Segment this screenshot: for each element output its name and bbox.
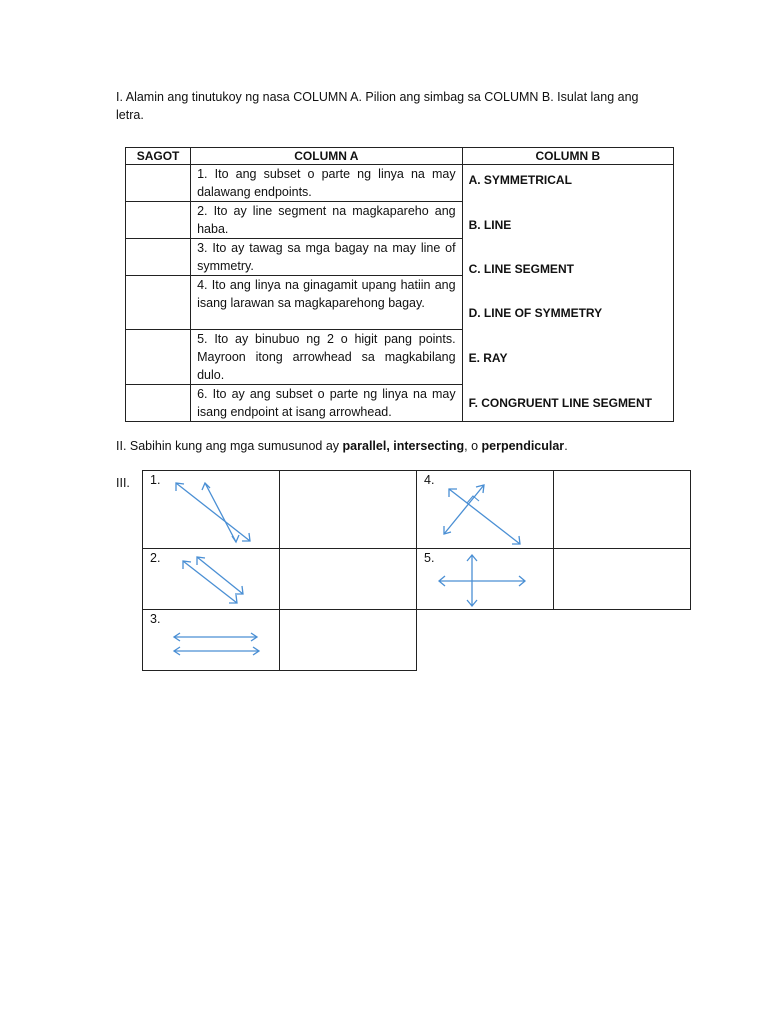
perpendicular-cross-figure: [417, 549, 555, 611]
column-a-item-5: 5. Ito ay binubuo ng 2 o higit pang points. Mayroon itong arrowhead sa magkabilang dulo.: [191, 330, 462, 385]
column-b-item-f: F. CONGRUENT LINE SEGMENT: [468, 396, 652, 410]
answer-cell-5[interactable]: [126, 330, 191, 385]
figure-number-3: 3.: [150, 612, 161, 626]
figure-cell-2: [142, 548, 280, 610]
column-a-item-4: 4. Ito ang linya na ginagamit upang hatiin ang isang larawan sa magkaparehong bagay.: [191, 276, 462, 330]
column-b-list: [462, 165, 673, 422]
answer-box-2[interactable]: [279, 548, 417, 610]
figure-cell-3: [142, 609, 280, 671]
column-a-item-6: 6. Ito ay ang subset o parte ng linya na may isang endpoint at isang arrowhead.: [191, 385, 462, 422]
figure-number-2: 2.: [150, 551, 161, 565]
figure-cell-4: [416, 470, 554, 549]
part1-instructions: I. Alamin ang tinutukoy ng nasa COLUMN A. Pilion ang simbag sa COLUMN B. Isulat lang ang letra.: [116, 90, 639, 122]
answer-cell-4[interactable]: [126, 276, 191, 330]
part2-sep: , o: [464, 439, 482, 453]
part3-label: III.: [116, 476, 130, 490]
part2-prefix: II. Sabihin kung ang mga sumusunod ay: [116, 439, 343, 453]
column-b-item-a: A. SYMMETRICAL: [468, 173, 572, 187]
parallel-horizontal-lines-figure: [143, 610, 281, 672]
header-column-a: COLUMN A: [191, 148, 462, 165]
answer-cell-3[interactable]: [126, 239, 191, 276]
answer-cell-2[interactable]: [126, 202, 191, 239]
figure-cell-5: [416, 548, 554, 610]
intersecting-lines-figure: [143, 471, 281, 550]
answer-cell-1[interactable]: [126, 165, 191, 202]
figure-number-1: 1.: [150, 473, 161, 487]
part2-suffix: .: [564, 439, 568, 453]
column-a-item-1: 1. Ito ang subset o parte ng linya na may dalawang endpoints.: [191, 165, 462, 202]
column-b-item-d: D. LINE OF SYMMETRY: [468, 306, 603, 320]
answer-cell-6[interactable]: [126, 385, 191, 422]
part2-instructions: [116, 437, 568, 455]
header-column-b: COLUMN B: [462, 148, 673, 165]
column-b-item-b: B. LINE: [468, 218, 512, 232]
answer-box-1[interactable]: [279, 470, 417, 549]
figure-number-4: 4.: [424, 473, 435, 487]
column-a-item-2: 2. Ito ay line segment na magkapareho ang haba.: [191, 202, 462, 239]
column-b-item-e: E. RAY: [468, 351, 508, 365]
matching-table: [125, 147, 674, 422]
perpendicular-lines-figure: [417, 471, 555, 550]
term-parallel: parallel,: [342, 439, 390, 453]
term-perpendicular: perpendicular: [481, 439, 565, 453]
answer-box-5[interactable]: [553, 548, 691, 610]
parallel-diagonal-lines-figure: [143, 549, 281, 611]
header-sagot: SAGOT: [126, 148, 191, 165]
term-intersecting: intersecting: [393, 439, 465, 453]
column-b-item-c: C. LINE SEGMENT: [468, 262, 574, 276]
column-a-item-3: 3. Ito ay tawag sa mga bagay na may line of symmetry.: [191, 239, 462, 276]
answer-box-3[interactable]: [279, 609, 417, 671]
answer-box-4[interactable]: [553, 470, 691, 549]
figure-number-5: 5.: [424, 551, 435, 565]
figure-cell-1: [142, 470, 280, 549]
